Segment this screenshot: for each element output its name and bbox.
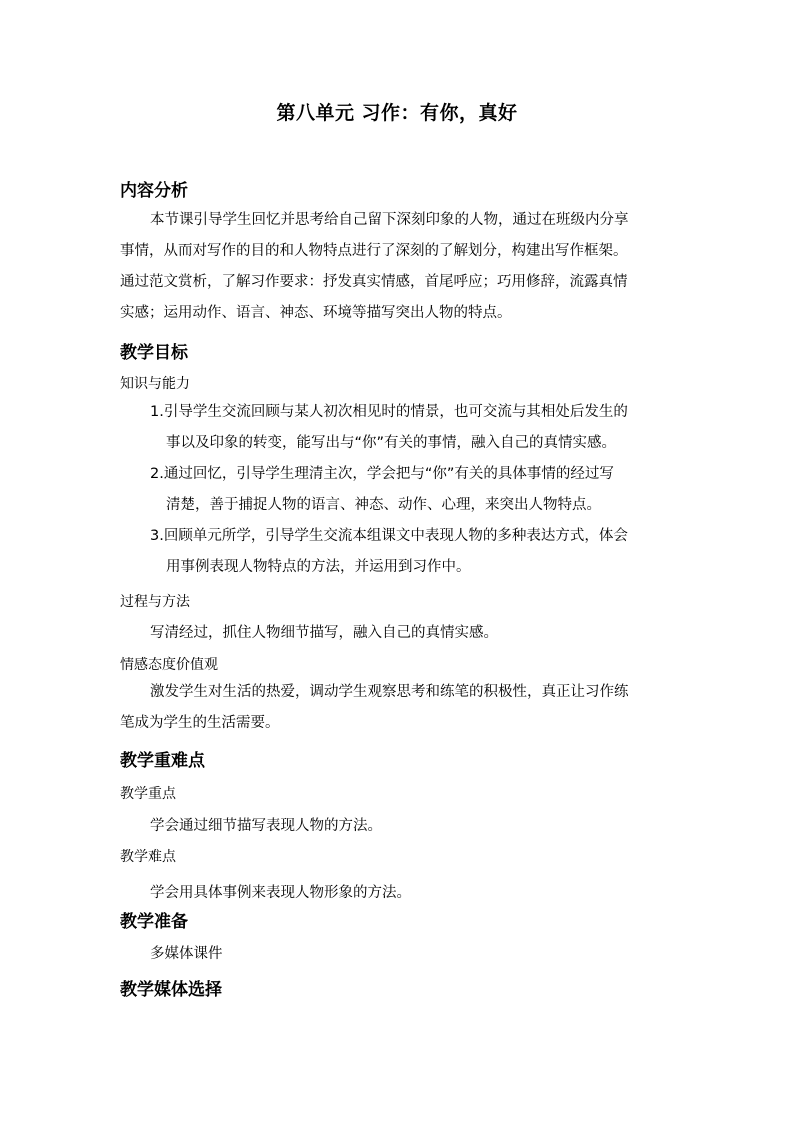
section-heading-goals: 教学目标 (120, 343, 188, 363)
section-heading-preparation: 教学准备 (120, 912, 188, 932)
preparation-text: 多媒体课件 (150, 946, 223, 962)
goal-line: 3.回顾单元所学，引导学生交流本组课文中表现人物的多种表达方式，体会 (150, 528, 628, 544)
section-heading-media: 教学媒体选择 (120, 980, 222, 1000)
subheading-difficulty: 教学难点 (120, 849, 176, 865)
goal-line: 事以及印象的转变，能写出与“你”有关的事情，融入自己的真情实感。 (166, 435, 617, 451)
paragraph-line: 实感；运用动作、语言、神态、环境等描写突出人物的特点。 (120, 305, 512, 321)
subheading-process: 过程与方法 (120, 594, 190, 610)
goal-item-2 (150, 459, 680, 521)
goal-line: 2.通过回忆，引导学生理清主次，学会把与“你”有关的具体事情的经过写 (150, 466, 614, 482)
goal-line: 清楚，善于捕捉人物的语言、神态、动作、心理，来突出人物特点。 (166, 497, 601, 513)
goal-item-1 (150, 397, 680, 459)
paragraph-line: 激发学生对生活的热爱，调动学生观察思考和练笔的积极性，真正让习作练 (150, 684, 629, 700)
subheading-emotion: 情感态度价值观 (120, 657, 218, 673)
content-analysis-paragraph (120, 205, 680, 329)
process-text: 写清经过，抓住人物细节描写，融入自己的真情实感。 (150, 625, 498, 641)
section-heading-key-points: 教学重难点 (120, 751, 205, 771)
subheading-knowledge: 知识与能力 (120, 376, 190, 392)
goal-item-3 (150, 521, 680, 583)
section-heading-content-analysis: 内容分析 (120, 181, 188, 201)
paragraph-line: 通过范文赏析，了解习作要求：抒发真实情感，首尾呼应；巧用修辞，流露真情 (120, 274, 628, 290)
subheading-focus: 教学重点 (120, 786, 176, 802)
difficulty-text: 学会用具体事例来表现人物形象的方法。 (150, 885, 411, 901)
paragraph-line: 事情，从而对写作的目的和人物特点进行了深刻的了解划分，构建出写作框架。 (120, 243, 628, 259)
focus-text: 学会通过细节描写表现人物的方法。 (150, 818, 382, 834)
emotion-paragraph (120, 677, 680, 739)
goal-line: 用事例表现人物特点的方法，并运用到习作中。 (166, 559, 471, 575)
paragraph-line: 本节课引导学生回忆并思考给自己留下深刻印象的人物，通过在班级内分享 (150, 212, 629, 228)
goal-line: 1.引导学生交流回顾与某人初次相见时的情景，也可交流与其相处后发生的 (150, 404, 628, 420)
page-title: 第八单元 习作：有你，真好 (276, 102, 518, 124)
paragraph-line: 笔成为学生的生活需要。 (120, 715, 280, 731)
